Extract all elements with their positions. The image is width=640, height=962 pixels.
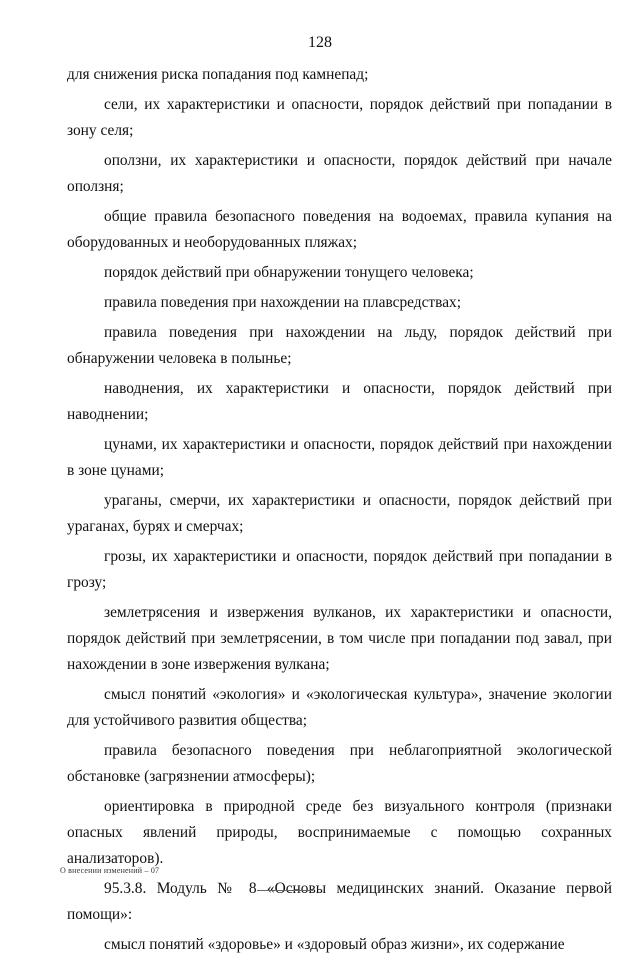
paragraph-4: общие правила безопасного поведения на водоемах, правила купания на оборудованных и необорудованных пляжах; [67, 208, 612, 251]
paragraph-2: сели, их характеристики и опасности, порядок действий при попадании в зону селя; [67, 96, 612, 139]
paragraph-10: ураганы, смерчи, их характеристики и опасности, порядок действий при ураганах, бурях и смерчах; [67, 492, 612, 535]
paragraph-6: правила поведения при нахождении на плавсредствах; [104, 294, 462, 311]
paragraph-12: землетрясения и извержения вулканов, их характеристики и опасности, порядок действий при землетрясении, в том числе при попадании под завал, при нахождении в зоне извержения вулкана; [67, 604, 612, 673]
paragraph-1: для снижения риска попадания под камнепад; [67, 66, 369, 83]
footer-divider [257, 890, 313, 891]
paragraph-5: порядок действий при обнаружении тонущего человека; [104, 264, 474, 281]
paragraph-11: грозы, их характеристики и опасности, порядок действий при попадании в грозу; [67, 548, 612, 591]
footer-note: О внесении изменений – 07 [60, 866, 160, 875]
page-number: 128 [308, 34, 332, 51]
section-heading-paragraph: 95.3.8. Модуль № 8 «Основы медицинских знаний. Оказание первой помощи»: [67, 880, 612, 923]
paragraph-3: оползни, их характеристики и опасности, порядок действий при начале оползня; [67, 152, 612, 195]
paragraph-15: ориентировка в природной среде без визуального контроля (признаки опасных явлений природы, воспринимаемые с помощью сохранных анализаторов). [67, 798, 612, 867]
document-body [67, 62, 612, 962]
paragraph-9: цунами, их характеристики и опасности, порядок действий при нахождении в зоне цунами; [67, 436, 612, 479]
paragraph-7: правила поведения при нахождении на льду, порядок действий при обнаружении человека в полынье; [67, 324, 612, 367]
paragraph-8: наводнения, их характеристики и опасности, порядок действий при наводнении; [67, 380, 612, 423]
paragraph-17: смысл понятий «здоровье» и «здоровый образ жизни», их содержание [104, 936, 565, 953]
paragraph-13: смысл понятий «экология» и «экологическая культура», значение экологии для устойчивого развития общества; [67, 686, 612, 729]
paragraph-14: правила безопасного поведения при неблагоприятной экологической обстановке (загрязнении атмосферы); [67, 742, 612, 785]
